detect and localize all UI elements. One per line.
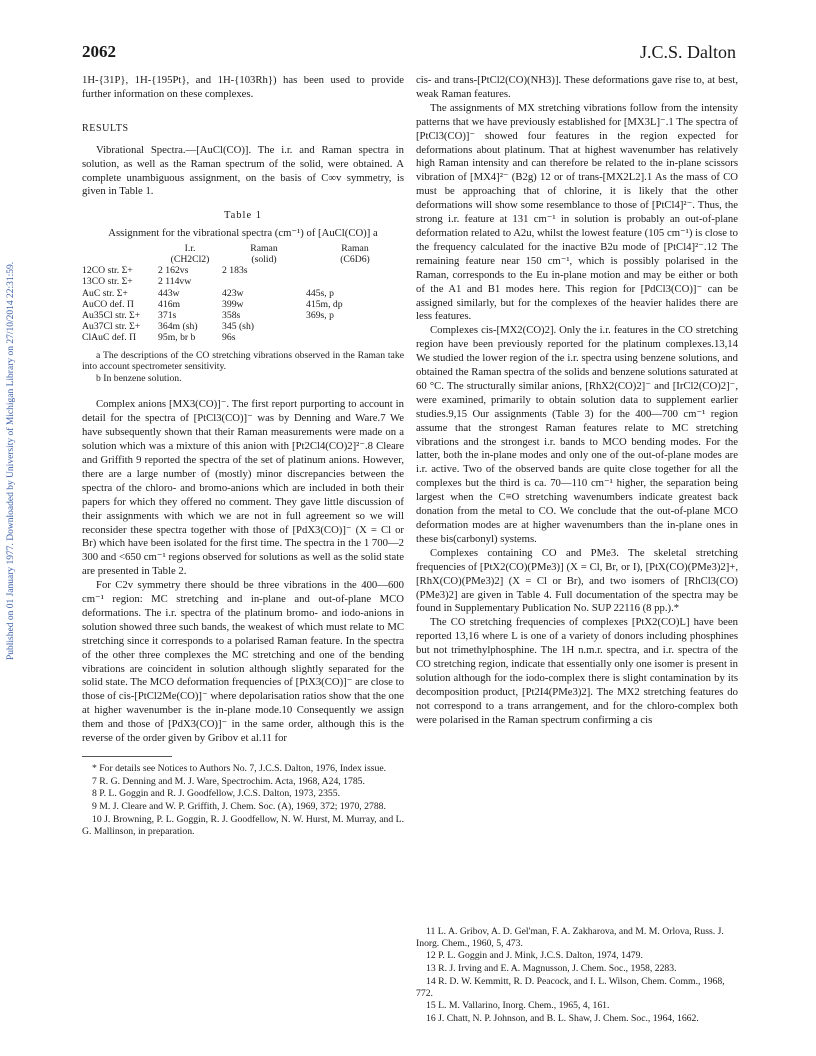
table-cell: 358s <box>222 309 241 321</box>
table-cell: 416m <box>158 298 181 310</box>
table-cell: 12CO str. Σ+ <box>82 265 133 277</box>
journal-title: J.C.S. Dalton <box>639 42 736 62</box>
table-cell <box>306 321 404 332</box>
right-column <box>416 74 738 728</box>
footnote: 10 J. Browning, P. L. Goggin, R. J. Goodfellow, N. W. Hurst, M. Murray, and L. G. Mallinson, in preparation. <box>82 813 404 837</box>
table-cell <box>222 276 306 287</box>
table-cell <box>306 265 404 276</box>
table-subheader-cell <box>82 254 158 265</box>
table-subheader-cell: (C6D6) <box>340 253 370 265</box>
left-column <box>82 74 404 838</box>
mx-assignments-paragraph: The assignments of MX stretching vibrations follow from the intensity patterns that we have previously established for [MX3L]⁻.1 The spectra of [PtCl3(CO)]⁻ showed four features in the region expected for deformations about platinum. That at highest wavenumber has relatively high Raman intensity and can therefore be related to the in-plane scissors vibration of [MX4]²⁻ (B2g) 12 or of trans-[MX2L2].1 As the mass of CO must be approaching that of chlorine, it is likely that the other deformations will show some resemblance to those of [PtCl4]²⁻. Thus, the strong i.r. feature at 131 cm⁻¹ in solution is probably an out-of-plane deformation related to A2u, whilst the lowest feature (105 cm⁻¹) is close to the frequency calculated for the inactive B2u mode of [PtCl4]²⁻.12 The remaining feature near 150 cm⁻¹, which is possibly polarised in the Raman, corresponds to the Eu in-plane motion and may be either or both of the A1 and B1 modes here. This region for [PdCl3(CO)]⁻ can be assigned similarly, but for the complexes of the heavier halides there are less features. <box>416 101 738 323</box>
pme3-paragraph: Complexes containing CO and PMe3. The skeletal stretching frequencies of [PtX2(CO)(PMe3)] (X = Cl, Br, or I), [PtX(CO)(PMe3)2]+, [RhX(CO)(PMe3)2] (X = Cl or Br), and two isomers of [RhCl3(CO)(PMe3)2] are given in Table 4. Full documentation of the spectra may be found in Supplementary Publication No. SUP 22116 (8 pp.).* <box>416 546 738 615</box>
table-header-cell: I.r. <box>184 242 196 254</box>
table-row <box>82 332 404 343</box>
table-row <box>82 310 404 321</box>
co-stretching-paragraph: The CO stretching frequencies of complexes [PtX2(CO)L] have been reported 13,16 where L is one of a variety of donors including phosphines but not trimethylphosphine. The 1H n.m.r. spectra, and i.r. spectra of the CO stretching region, indicate that essentially only one isomer is present in solution although for the iodo-complex there is slight contamination by its decomposition product, [Pt2I4(PMe3)2]. The MX2 stretching features do not correspond to a trans arrangement, and for the chloro-complex both were polarised in the Raman spectrum confirming a cis <box>416 616 738 726</box>
download-notice[interactable]: Published on 01 January 1977. Downloaded by University of Michigan Library on 27/10/2014 22:31:59. <box>6 261 16 660</box>
table-row <box>82 321 404 332</box>
table-header-row <box>82 243 404 254</box>
table-caption: Assignment for the vibrational spectra (cm⁻¹) of [AuCl(CO)] a <box>108 227 378 240</box>
table-cell: 13CO str. Σ+ <box>82 276 133 288</box>
table-cell: 415m, dp <box>306 298 343 310</box>
table-cell: ClAuC def. Π <box>82 332 137 344</box>
intro-paragraph: 1H-{31P}, 1H-{195Pt}, and 1H-{103Rh}) has been used to provide further information on these complexes. <box>82 74 404 100</box>
table-cell: 95m, br b <box>158 332 196 344</box>
footnote: 12 P. L. Goggin and J. Mink, J.C.S. Dalton, 1974, 1479. <box>426 950 643 962</box>
right-footnotes <box>416 926 738 1026</box>
footnote: 14 R. D. W. Kemmitt, R. D. Peacock, and I. L. Wilson, Chem. Comm., 1968, 772. <box>416 975 725 999</box>
table-header-cell <box>82 243 158 254</box>
table-row <box>82 265 404 276</box>
page-header <box>82 42 736 66</box>
table-cell: 369s, p <box>306 309 334 321</box>
footnote: 11 L. A. Gribov, A. D. Gel'man, F. A. Zakharova, and M. M. Orlova, Russ. J. Inorg. Chem., 1960, 5, 473. <box>416 926 724 949</box>
vibrational-table <box>82 243 404 344</box>
footnote: 8 P. L. Goggin and R. J. Goodfellow, J.C.S. Dalton, 1973, 2355. <box>92 788 341 800</box>
table-row <box>82 288 404 299</box>
footnote: 16 J. Chatt, N. P. Johnson, and B. L. Shaw, J. Chem. Soc., 1964, 1662. <box>426 1012 699 1024</box>
table-cell: 96s <box>222 332 236 344</box>
cis-trans-paragraph: cis- and trans-[PtCl2(CO)(NH3)]. These deformations gave rise to, at best, weak Raman features. <box>416 74 738 100</box>
c2v-symmetry-paragraph: For C2v symmetry there should be three vibrations in the 400—600 cm⁻¹ region: MC stretching and in-plane and out-of-plane MCO deformations. The i.r. spectra of the platinum bromo- and iodo-anions in solution showed three such bands, the weakest of which must relate to MC stretching since it corresponds to a polarised Raman feature. In the spectra of the other three complexes the MC stretching and one of the bending vibrations are coincident in solution although slightly separated for the solid state. The MCO deformation frequencies of [PtX3(CO)]⁻ are close to those of cis-[PtCl2Me(CO)]⁻ where depolarisation ratios show that the one at higher wavenumber is the in-plane mode.10 Consequently we assign them and those of [PdX3(CO)]⁻ in the same order, although this is the reverse of the order given by Gribov et al.11 for <box>82 579 404 745</box>
table-cell: 399w <box>222 298 244 310</box>
table-cell: 2 183s <box>222 265 248 277</box>
table-cell: 2 162vs <box>158 265 189 277</box>
table-cell: 443w <box>158 287 180 299</box>
table-cell: Au37Cl str. Σ+ <box>82 321 141 333</box>
table-cell: 423w <box>222 287 244 299</box>
table-cell: 364m (sh) <box>158 321 198 333</box>
table-cell: AuC str. Σ+ <box>82 287 128 299</box>
table-note: a The descriptions of the CO stretching vibrations observed in the Raman take into account spectrometer sensitivity. <box>82 349 404 373</box>
footnote-divider <box>82 756 172 757</box>
complex-anions-paragraph: Complex anions [MX3(CO)]⁻. The first report purporting to account in detail for the spectra of [PtCl3(CO)]⁻ was by Denning and Ware.7 We have subsequently shown that their Raman measurements were made on a solution which was a mixture of this anion with [Pt2Cl4(CO)2]²⁻.8 Cleare and Griffith 9 reported the spectra of the set of platinum anions. However, there are a large number of (mostly) minor discrepancies between the spectra of the chloro- and bromo-anions which are included in both their papers for which they offered no comment. They gave little discussion of their assignments with which we are not in full agreement so we will reconsider these spectra together with those of [PdX3(CO)]⁻ (X = Cl or Br) which have been isolated for the first time. The spectra in the 1 700—2 300 and <650 cm⁻¹ regions observed for solutions as well as the solid state are presented in Table 2. <box>82 398 404 578</box>
page-number: 2062 <box>82 42 116 61</box>
table-cell: 371s <box>158 309 177 321</box>
table-row <box>82 276 404 287</box>
footnote: * For details see Notices to Authors No. 7, J.C.S. Dalton, 1976, Index issue. <box>92 763 387 775</box>
cis-mx2-co2-paragraph: Complexes cis-[MX2(CO)2]. Only the i.r. features in the CO stretching region have been previously reported for the platinum complexes.13,14 We studied the lower region of the i.r. spectra using benzene solutions, and obtained the Raman spectra of the solids and benzene solutions saturated at 60 °C. The structurally similar anions, [RhX2(CO)2]⁻ and [IrCl2(CO)2]⁻, were examined, primarily to obtain solution data to supplement earlier studies.9,15 Our assignments (Table 3) for the 400—700 cm⁻¹ region assume that the strongest Raman features relate to MC stretching vibrations and the strongest i.r. bands to MCO bending modes. For the latter, both the in-plane modes and only one of the out-of-plane modes are i.r. active. Two of the observed bands are quite close together for all the complexes but the third is ca. 70—110 cm⁻¹ higher, the separation being largest when the C≡O stretching wavenumbers indicate greatest back donation from the metal to CO. We conclude that the out-of-plane MCO deformation modes are at higher wavenumbers than the in-plane ones in these bis(carbonyl) systems. <box>416 324 739 545</box>
table-title: Table 1 <box>223 210 263 222</box>
table-cell: 345 (sh) <box>222 321 255 333</box>
footnote: 13 R. J. Irving and E. A. Magnusson, J. Chem. Soc., 1958, 2283. <box>426 963 677 975</box>
table-cell <box>306 332 404 343</box>
footnote: 15 L. M. Vallarino, Inorg. Chem., 1965, 4, 161. <box>426 1000 610 1012</box>
table-subheader-cell: (CH2Cl2) <box>170 253 210 265</box>
table-subheader-row <box>82 254 404 265</box>
download-watermark <box>4 160 18 660</box>
table-note: b In benzene solution. <box>96 372 182 384</box>
table-cell: AuCO def. Π <box>82 298 134 310</box>
vibrational-spectra-paragraph: Vibrational Spectra.—[AuCl(CO)]. The i.r. and Raman spectra in solution, as well as the Raman spectrum of the solid, were obtained. A complete unambiguous assignment, on the basis of C∞v symmetry, is given in Table 1. <box>82 143 404 198</box>
footnote: 9 M. J. Cleare and W. P. Griffith, J. Chem. Soc. (A), 1969, 372; 1970, 2788. <box>92 801 386 813</box>
left-footnotes <box>82 763 404 837</box>
table-cell: Au35Cl str. Σ+ <box>82 309 141 321</box>
table-subheader-cell: (solid) <box>251 253 277 265</box>
table-cell <box>306 276 404 287</box>
table-cell: 445s, p <box>306 287 334 299</box>
table-cell: 2 114vw <box>158 276 192 288</box>
table-header-cell: Raman <box>250 242 278 254</box>
results-heading: RESULTS <box>82 122 129 134</box>
footnote: 7 R. G. Denning and M. J. Ware, Spectrochim. Acta, 1968, A24, 1785. <box>92 775 365 787</box>
table-notes <box>82 350 404 385</box>
table-row <box>82 299 404 310</box>
table-header-cell: Raman <box>341 242 369 254</box>
